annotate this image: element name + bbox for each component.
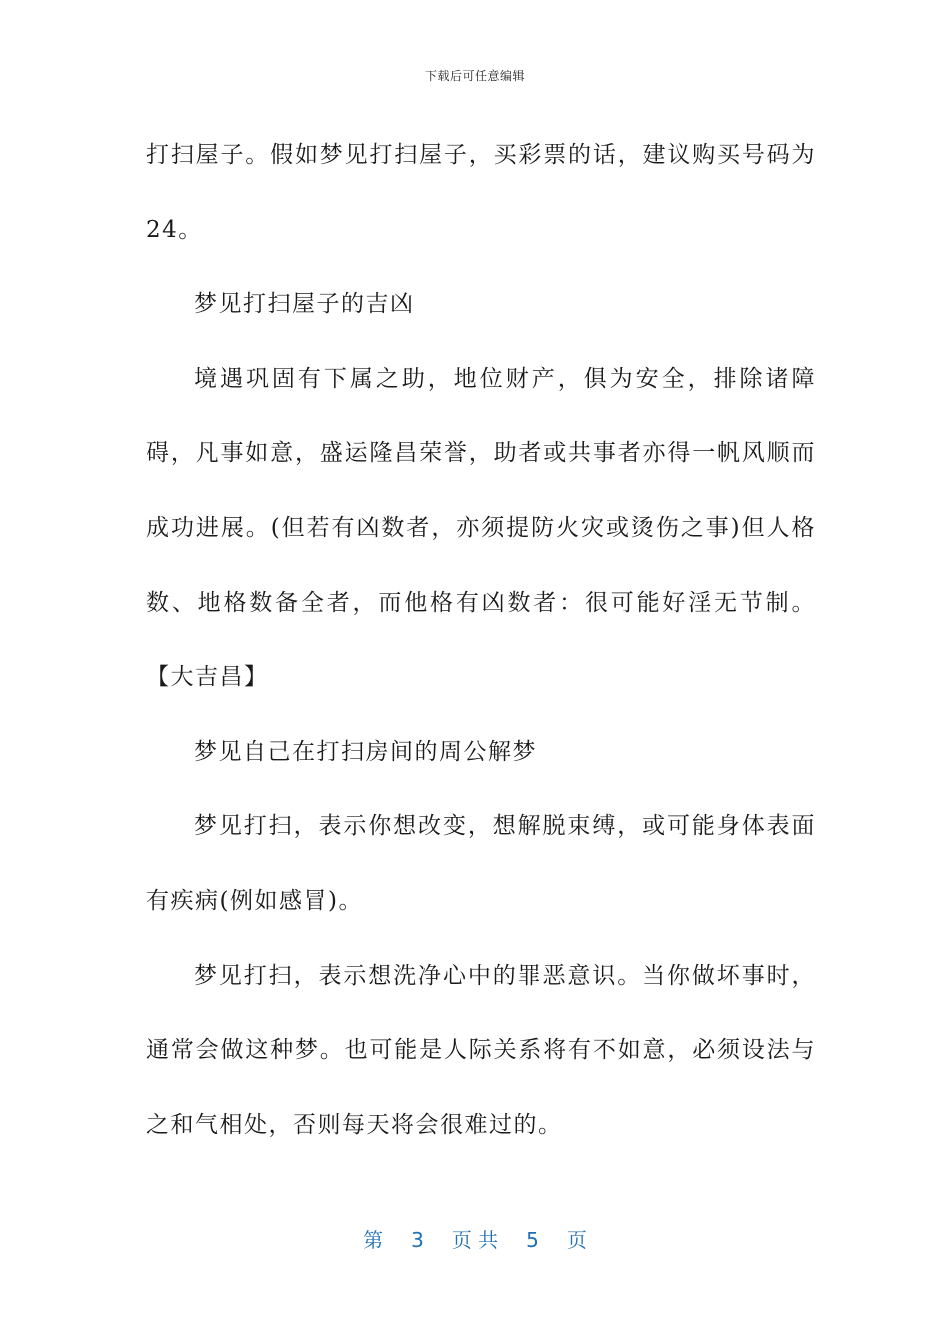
header-note: 下载后可任意编辑 xyxy=(424,69,525,83)
section-heading-auspiciousness: 梦见打扫屋子的吉凶 xyxy=(194,291,415,318)
footer-suffix: 页 xyxy=(566,1228,587,1252)
footer-total-pages: 5 xyxy=(526,1228,539,1252)
footer-page-number: 3 xyxy=(411,1228,424,1252)
paragraph-4: 梦见打扫，表示想洗净心中的罪恶意识。当你做坏事时，通常会做这种梦。也可能是人际关系将有不如意，必须设法与之和气相处，否则每天将会很难过的。 xyxy=(146,962,816,1138)
paragraph-2: 境遇巩固有下属之助，地位财产，俱为安全，排除诸障碍，凡事如意，盛运隆昌荣誉，助者或共事者亦得一帆风顺而成功进展。(但若有凶数者，亦须提防火灾或烫伤之事)但人格数、地格数备全者，而他格有凶数者：很可能好淫无节制。【大吉昌】 xyxy=(146,365,816,691)
footer-middle: 页 共 xyxy=(451,1228,499,1252)
section-heading-interpretation: 梦见自己在打扫房间的周公解梦 xyxy=(194,738,537,765)
paragraph-1: 打扫屋子。假如梦见打扫屋子，买彩票的话，建议购买号码为24。 xyxy=(146,142,816,243)
page-footer xyxy=(0,1224,950,1253)
footer-prefix: 第 xyxy=(363,1228,384,1252)
document-body xyxy=(146,118,816,1162)
paragraph-3: 梦见打扫，表示你想改变，想解脱束缚，或可能身体表面有疾病(例如感冒)。 xyxy=(146,813,816,914)
